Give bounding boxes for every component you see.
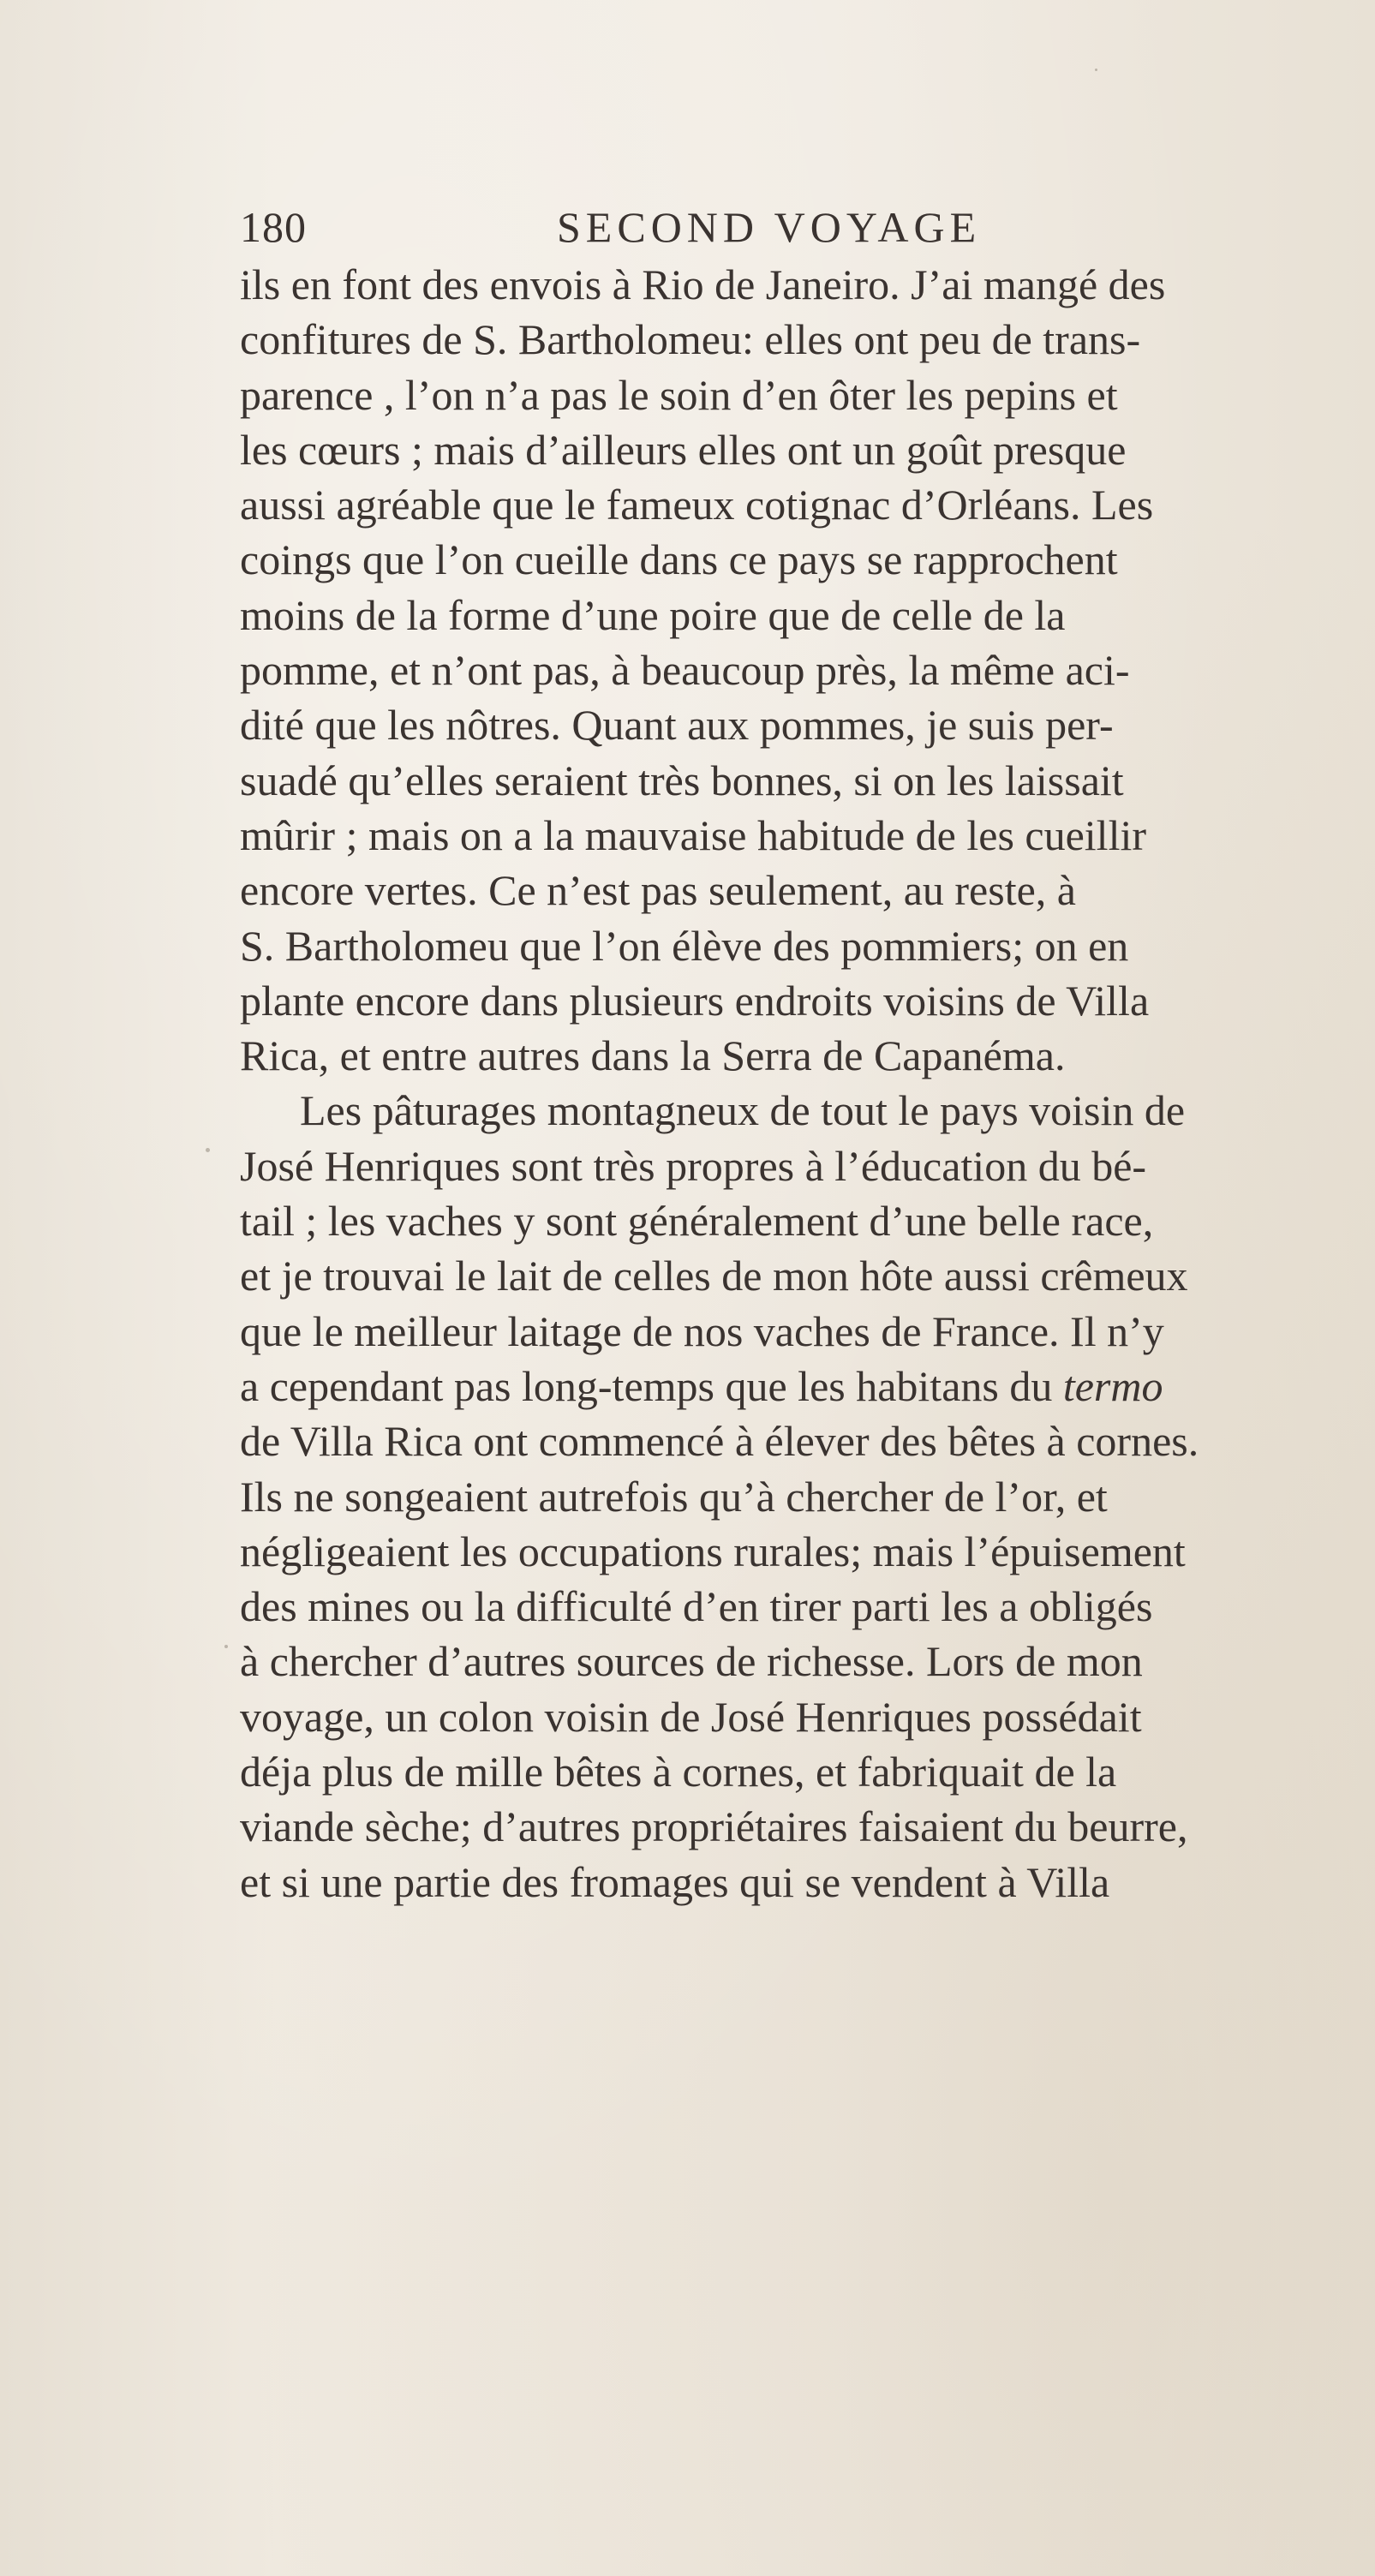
text-line: déja plus de mille bêtes à cornes, et fabriquait de la <box>240 1748 1117 1796</box>
text-line: aussi agréable que le fameux cotignac d’Orléans. Les <box>240 481 1154 529</box>
text-line: José Henriques sont très propres à l’éducation du bé- <box>240 1141 1147 1190</box>
paper-speck <box>1095 69 1097 71</box>
text-line: coings que l’on cueille dans ce pays se rapprochent <box>240 535 1118 584</box>
text-line: et si une partie des fromages qui se vendent à Villa <box>240 1857 1110 1906</box>
page-number: 180 <box>240 203 307 251</box>
text-line: S. Bartholomeu que l’on élève des pommiers; on en <box>240 921 1129 970</box>
text-line: Ils ne songeaient autrefois qu’à chercher de l’or, et <box>240 1472 1108 1521</box>
text-line: que le meilleur laitage de nos vaches de France. Il n’y <box>240 1306 1164 1355</box>
paragraph-first-line: Les pâturages montagneux de tout le pays voisin de <box>300 1086 1186 1135</box>
text-line: ils en font des envois à Rio de Janeiro. J’ai mangé des <box>240 260 1166 308</box>
text-line: tail ; les vaches y sont généralement d’une belle race, <box>240 1197 1154 1246</box>
italic-word: termo <box>1062 1361 1163 1410</box>
paper-speck <box>206 1148 210 1152</box>
text-line: et je trouvai le lait de celles de mon hôte aussi crêmeux <box>240 1252 1188 1300</box>
text-line: mûrir ; mais on a la mauvaise habitude de les cueillir <box>240 810 1147 859</box>
text-line: les cœurs ; mais d’ailleurs elles ont un goût presque <box>240 425 1127 474</box>
text-segment: a cependant pas long-temps que les habitans du <box>240 1361 1063 1410</box>
text-line: pomme, et n’ont pas, à beaucoup près, la même aci- <box>240 646 1130 695</box>
text-line: de Villa Rica ont commencé à élever des bêtes à cornes. <box>240 1417 1199 1466</box>
text-line-with-italic <box>240 1359 1375 1414</box>
running-title: SECOND VOYAGE <box>557 203 982 251</box>
text-line: encore vertes. Ce n’est pas seulement, au reste, à <box>240 866 1076 915</box>
text-line: des mines ou la difficulté d’en tirer parti les a obligés <box>240 1582 1153 1631</box>
text-line: moins de la forme d’une poire que de celle de la <box>240 590 1066 639</box>
text-line: confitures de S. Bartholomeu: elles ont peu de trans- <box>240 315 1141 364</box>
text-line: parence , l’on n’a pas le soin d’en ôter les pepins et <box>240 370 1118 419</box>
text-line: viande sèche; d’autres propriétaires faisaient du beurre, <box>240 1802 1188 1851</box>
text-line: Rica, et entre autres dans la Serra de Capanéma. <box>240 1031 1066 1080</box>
text-line: à chercher d’autres sources de richesse. Lors de mon <box>240 1637 1143 1686</box>
text-block <box>240 197 1371 1910</box>
running-head <box>240 197 1371 257</box>
text-line: suadé qu’elles seraient très bonnes, si on les laissait <box>240 756 1124 804</box>
text-line: voyage, un colon voisin de José Henriques possédait <box>240 1692 1142 1741</box>
paper-speck <box>224 1645 228 1648</box>
text-line: dité que les nôtres. Quant aux pommes, je suis per- <box>240 701 1114 750</box>
text-line: plante encore dans plusieurs endroits voisins de Villa <box>240 976 1150 1025</box>
text-line: négligeaient les occupations rurales; mais l’épuisement <box>240 1527 1186 1575</box>
